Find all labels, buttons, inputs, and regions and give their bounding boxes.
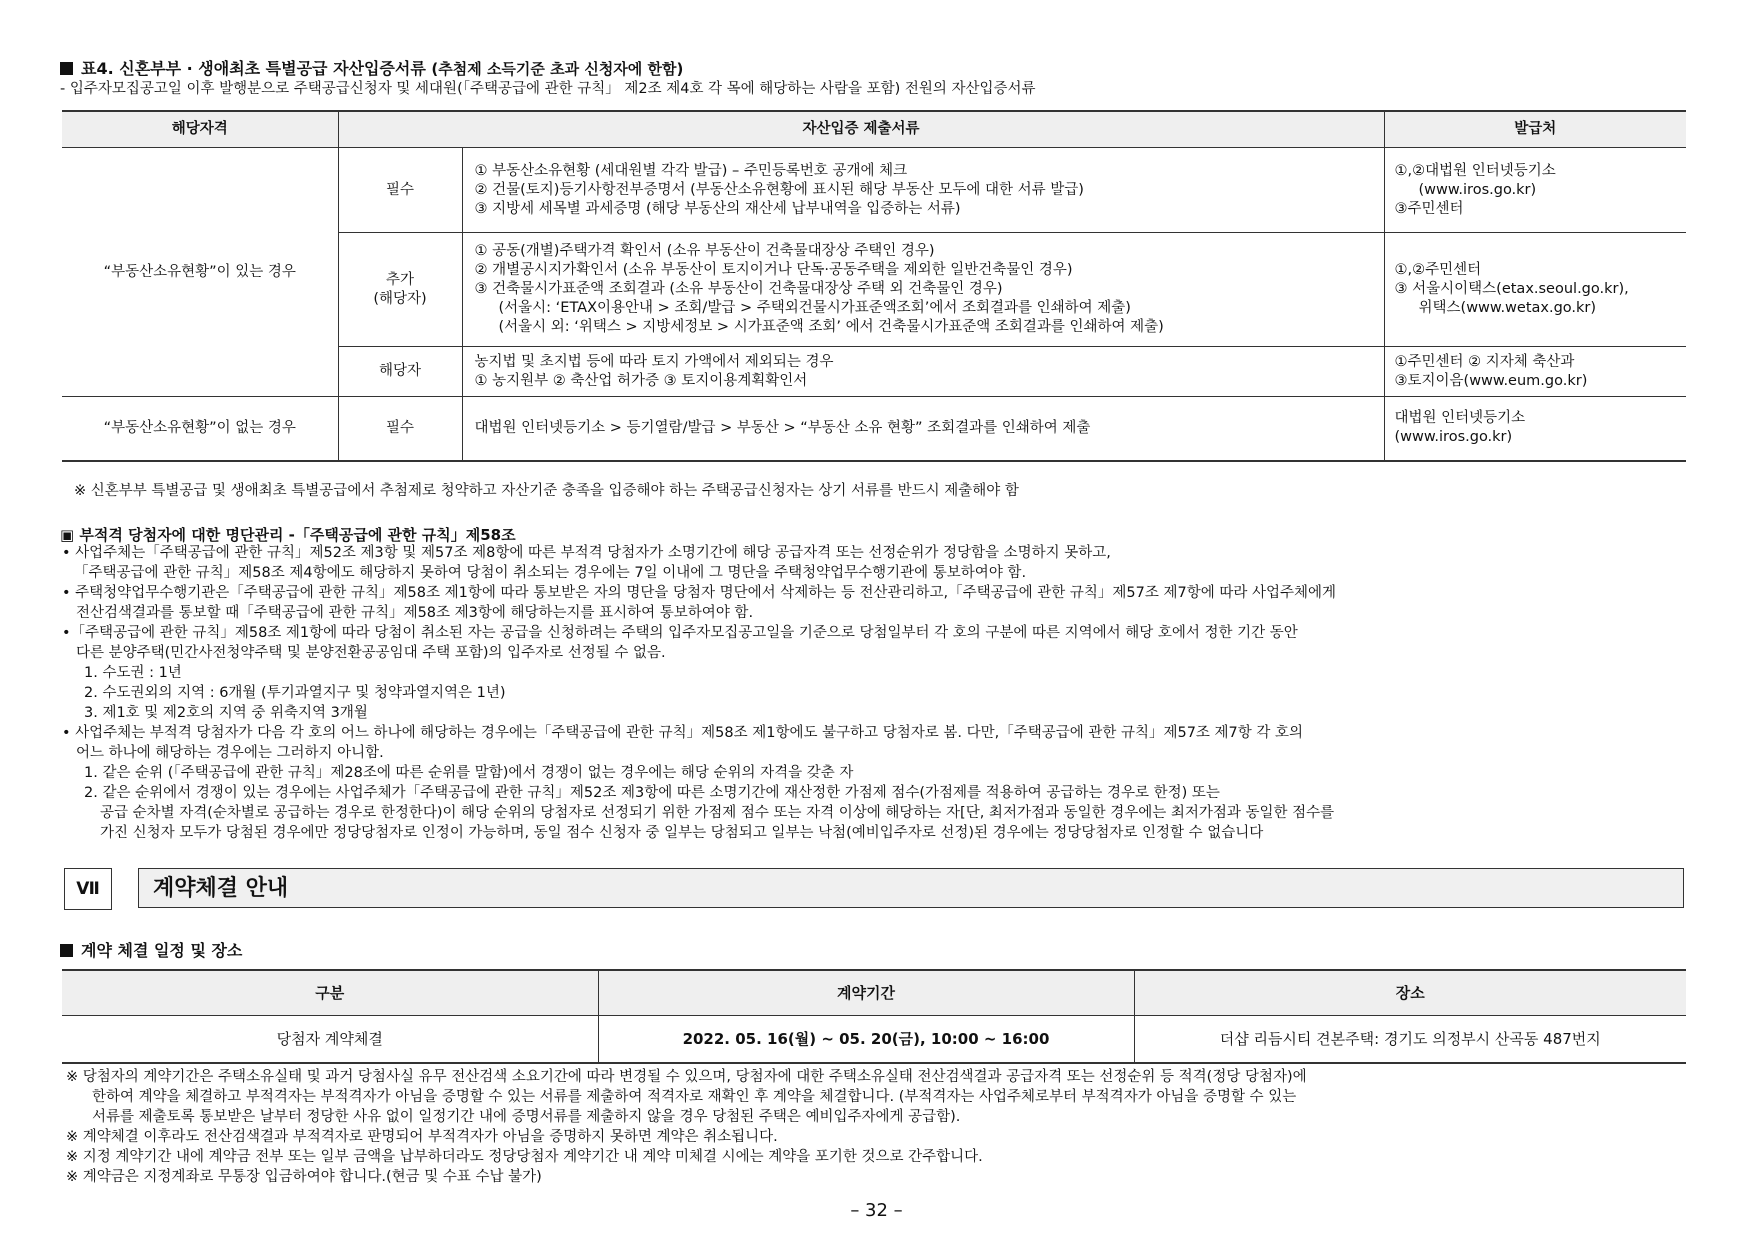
table-header-row [62, 111, 1686, 148]
row-issuer [1384, 397, 1686, 461]
ineligible-line: 가진 신청자 모두가 당첨된 경우에만 정당당첨자로 인정이 가능하며, 동일 점수 신청자 중 일부는 당첨되고 일부는 낙첨(예비입주자로 선정)된 경우에는 정당당첨자로 인정할 수 없습니다 [100, 825, 1264, 841]
ineligible-line: 3. 제1호 및 제2호의 지역 중 위축지역 3개월 [84, 705, 368, 721]
table-row [62, 148, 1686, 233]
ineligible-line: •「주택공급에 관한 규칙」제58조 제1항에 따라 당첨이 취소된 자는 공급을 신청하려는 주택의 입주자모집공고일을 기준으로 당첨일부터 각 호의 구분에 따른 지역에서 해당 호에서 정한 기간 동안 [62, 625, 1298, 641]
row-type: 필수 [338, 397, 462, 461]
page-number: – 32 – [850, 1200, 903, 1221]
chapter-title: 계약체결 안내 [138, 868, 1684, 908]
table-row [62, 1016, 1686, 1064]
ineligible-line: 어느 하나에 해당하는 경우에는 그러하지 아니함. [76, 745, 384, 761]
issuer-line: (www.iros.go.kr) [1394, 429, 1513, 446]
contract-title [60, 938, 242, 961]
row-issuer [1384, 148, 1686, 233]
doc-line: 농지법 및 초지법 등에 따라 토지 가액에서 제외되는 경우 [474, 353, 834, 370]
ineligible-line: 「주택공급에 관한 규칙」제58조 제4항에도 해당하지 못하여 당첨이 취소되는 경우에는 7일 이내에 그 명단을 주택청약업무수행기관에 통보하여야 함. [74, 565, 1027, 581]
contract-note-line: ※ 계약금은 지정계좌로 무통장 입금하여야 합니다.(현금 및 수표 수납 불가) [66, 1169, 542, 1185]
contract-note-line: ※ 계약체결 이후라도 전산검색결과 부적격자로 판명되어 부적격자가 아님을 증명하지 못하면 계약은 취소됩니다. [66, 1129, 778, 1145]
table4-intro: - 입주자모집공고일 이후 발행분으로 주택공급신청자 및 세대원(「주택공급에 관한 규칙」 제2조 제4호 각 목에 해당하는 사람을 포함) 전원의 자산입증서류 [60, 81, 1036, 97]
header-period: 계약기간 [598, 970, 1134, 1016]
contract-note-line: ※ 지정 계약기간 내에 계약금 전부 또는 일부 금액을 납부하더라도 정당당첨자 계약기간 내 계약 미체결 시에는 계약을 포기한 것으로 간주합니다. [66, 1149, 983, 1165]
issuer-line: ①,②주민센터 [1394, 262, 1482, 278]
ineligible-line: 전산검색결과를 통보할 때「주택공급에 관한 규칙」제58조 제3항에 해당하는지를 표시하여 통보하여야 함. [76, 605, 754, 621]
group-label-no-property: “부동산소유현황”이 없는 경우 [62, 397, 338, 461]
ineligible-line: • 사업주체는「주택공급에 관한 규칙」제52조 제3항 및 제57조 제8항에 따른 부적격 당첨자가 소명기간에 해당 공급자격 또는 선정순위가 정당함을 소명하지 못하고, [62, 545, 1111, 561]
contract-location: 더샵 리듬시티 견본주택: 경기도 의정부시 산곡동 487번지 [1134, 1016, 1686, 1064]
contract-schedule-table [62, 969, 1686, 1064]
group-label-has-property: “부동산소유현황”이 있는 경우 [62, 148, 338, 397]
issuer-line: ③ 서울시이택스(etax.seoul.go.kr), [1394, 281, 1629, 297]
doc-line: ① 공동(개별)주택가격 확인서 (소유 부동산이 건축물대장상 주택인 경우) [474, 243, 935, 259]
issuer-line: ①주민센터 ② 지자체 축산과 [1394, 353, 1575, 370]
ineligible-line: 1. 같은 순위 (「주택공급에 관한 규칙」제28조에 따른 순위를 말함)에서 경쟁이 없는 경우에는 해당 순위의 자격을 갖춘 자 [84, 765, 854, 781]
row-docs [462, 233, 1384, 347]
type-line: 추가 [385, 271, 414, 288]
ineligible-line: 1. 수도권 : 1년 [84, 665, 182, 681]
table4-title-main: 표4. 신혼부부 · 생애최초 특별공급 자산입증서류 [81, 59, 426, 78]
row-type [338, 233, 462, 347]
table4-title-sub: (추첨제 소득기준 초과 신청자에 한함) [431, 60, 684, 78]
issuer-line: ③주민센터 [1394, 200, 1464, 217]
row-type: 필수 [338, 148, 462, 233]
contract-title-text: 계약 체결 일정 및 장소 [81, 941, 243, 960]
table4-title [60, 56, 683, 79]
contract-note-line: ※ 당첨자의 계약기간은 주택소유실태 및 과거 당첨사실 유무 전산검색 소요기간에 따라 변경될 수 있으며, 당첨자에 대한 주택소유실태 전산검색결과 공급자격 또는 선정순위 등 적격(정당 당첨자)에 [66, 1069, 1307, 1085]
issuer-line: ③토지이음(www.eum.go.kr) [1394, 372, 1588, 389]
row-issuer [1384, 233, 1686, 347]
ineligible-line: 2. 같은 순위에서 경쟁이 있는 경우에는 사업주체가「주택공급에 관한 규칙」제52조 제3항에 따른 소명기간에 재산정한 가점제 점수(가점제를 적용하여 공급하는 경우로 한정) 또는 [84, 785, 1220, 801]
row-docs: 대법원 인터넷등기소 > 등기열람/발급 > 부동산 > “부동산 소유 현황” 조회결과를 인쇄하여 제출 [462, 397, 1384, 461]
contract-category: 당첨자 계약체결 [276, 1029, 383, 1048]
ineligible-line: 공급 순차별 자격(순차별로 공급하는 경우로 한정한다)이 해당 순위의 당첨자로 선정되기 위한 가점제 점수 또는 자격 이상에 해당하는 자[단, 최저가점과 동일한 경우에는 최저가점과 동일한 점수를 [100, 805, 1335, 821]
ineligible-line: • 주택청약업무수행기관은「주택공급에 관한 규칙」제58조 제1항에 따라 통보받은 자의 명단을 당첨자 명단에서 삭제하는 등 전산관리하고,「주택공급에 관한 규칙」제57조 제7항에 따라 사업주체에게 [62, 585, 1337, 601]
ineligible-line: 2. 수도권외의 지역 : 6개월 (투기과열지구 및 청약과열지역은 1년) [84, 685, 506, 701]
doc-line: ① 농지원부 ② 축산업 허가증 ③ 토지이용계획확인서 [474, 372, 808, 389]
header-issuer: 발급처 [1384, 111, 1686, 148]
issuer-line: 위택스(www.wetax.go.kr) [1418, 300, 1597, 316]
doc-line: (서울시: ‘ETAX이용안내 > 조회/발급 > 주택외건물시가표준액조회’에서 조회결과를 인쇄하여 제출) [498, 300, 1131, 316]
row-issuer [1384, 347, 1686, 397]
chapter-number: Ⅶ [64, 868, 112, 910]
doc-line: ③ 건축물시가표준액 조회결과 (소유 부동산이 건축물대장상 주택 외 건축물인 경우) [474, 281, 1003, 297]
issuer-line: (www.iros.go.kr) [1418, 181, 1537, 198]
type-line: (해당자) [373, 290, 427, 307]
asset-proof-table [62, 110, 1686, 462]
header-location: 장소 [1134, 970, 1686, 1016]
issuer-line: 대법원 인터넷등기소 [1394, 410, 1526, 427]
row-type: 해당자 [338, 347, 462, 397]
ineligible-title: ▣ 부적격 당첨자에 대한 명단관리 -「주택공급에 관한 규칙」제58조 [60, 526, 516, 544]
doc-line: ③ 지방세 세목별 과세증명 (해당 부동산의 재산세 납부내역을 입증하는 서류) [474, 200, 961, 217]
contract-note-line: 한하여 계약을 체결하고 부적격자는 부적격자가 아님을 증명할 수 있는 서류를 제출하여 적격자로 재확인 후 계약을 체결합니다. (부적격자는 사업주체로부터 부적격자가 아님을 증명할 수 있는 [92, 1089, 1297, 1105]
ineligible-line: • 사업주체는 부적격 당첨자가 다음 각 호의 어느 하나에 해당하는 경우에는「주택공급에 관한 규칙」제58조 제1항에도 불구하고 당첨자로 봄. 다만,「주택공급에 관한 규칙」제57조 제7항 각 호의 [62, 725, 1304, 741]
header-category: 구분 [62, 970, 598, 1016]
table4-note: ※ 신혼부부 특별공급 및 생애최초 특별공급에서 추첨제로 청약하고 자산기준 충족을 입증해야 하는 주택공급신청자는 상기 서류를 반드시 제출해야 함 [74, 483, 1019, 499]
doc-line: ② 건물(토지)등기사항전부증명서 (부동산소유현황에 표시된 해당 부동산 모두에 대한 서류 발급) [474, 181, 1084, 198]
doc-line: (서울시 외: ‘위택스 > 지방세정보 > 시가표준액 조회’ 에서 건축물시가표준액 조회결과를 인쇄하여 제출) [498, 319, 1164, 335]
issuer-line: ①,②대법원 인터넷등기소 [1394, 162, 1556, 179]
doc-line: ② 개별공시지가확인서 (소유 부동산이 토지이거나 단독·공동주택을 제외한 일반건축물인 경우) [474, 262, 1073, 278]
square-bullet-icon [60, 944, 73, 957]
row-docs [462, 347, 1384, 397]
ineligible-line: 다른 분양주택(민간사전청약주택 및 분양전환공공임대 주택 포함)의 입주자로 선정될 수 없음. [76, 645, 666, 661]
table-header-row [62, 970, 1686, 1016]
contract-period: 2022. 05. 16(월) ~ 05. 20(금), 10:00 ~ 16:00 [598, 1016, 1134, 1064]
doc-line: ① 부동산소유현황 (세대원별 각각 발급) – 주민등록번호 공개에 체크 [474, 162, 908, 179]
square-bullet-icon [60, 62, 73, 75]
header-documents: 자산입증 제출서류 [338, 111, 1384, 148]
row-docs [462, 148, 1384, 233]
header-eligibility: 해당자격 [62, 111, 338, 148]
contract-note-line: 서류를 제출토록 통보받은 날부터 정당한 사유 없이 일정기간 내에 증명서류를 제출하지 않을 경우 당첨된 주택은 예비입주자에게 공급함). [92, 1109, 961, 1125]
table-row [62, 397, 1686, 461]
